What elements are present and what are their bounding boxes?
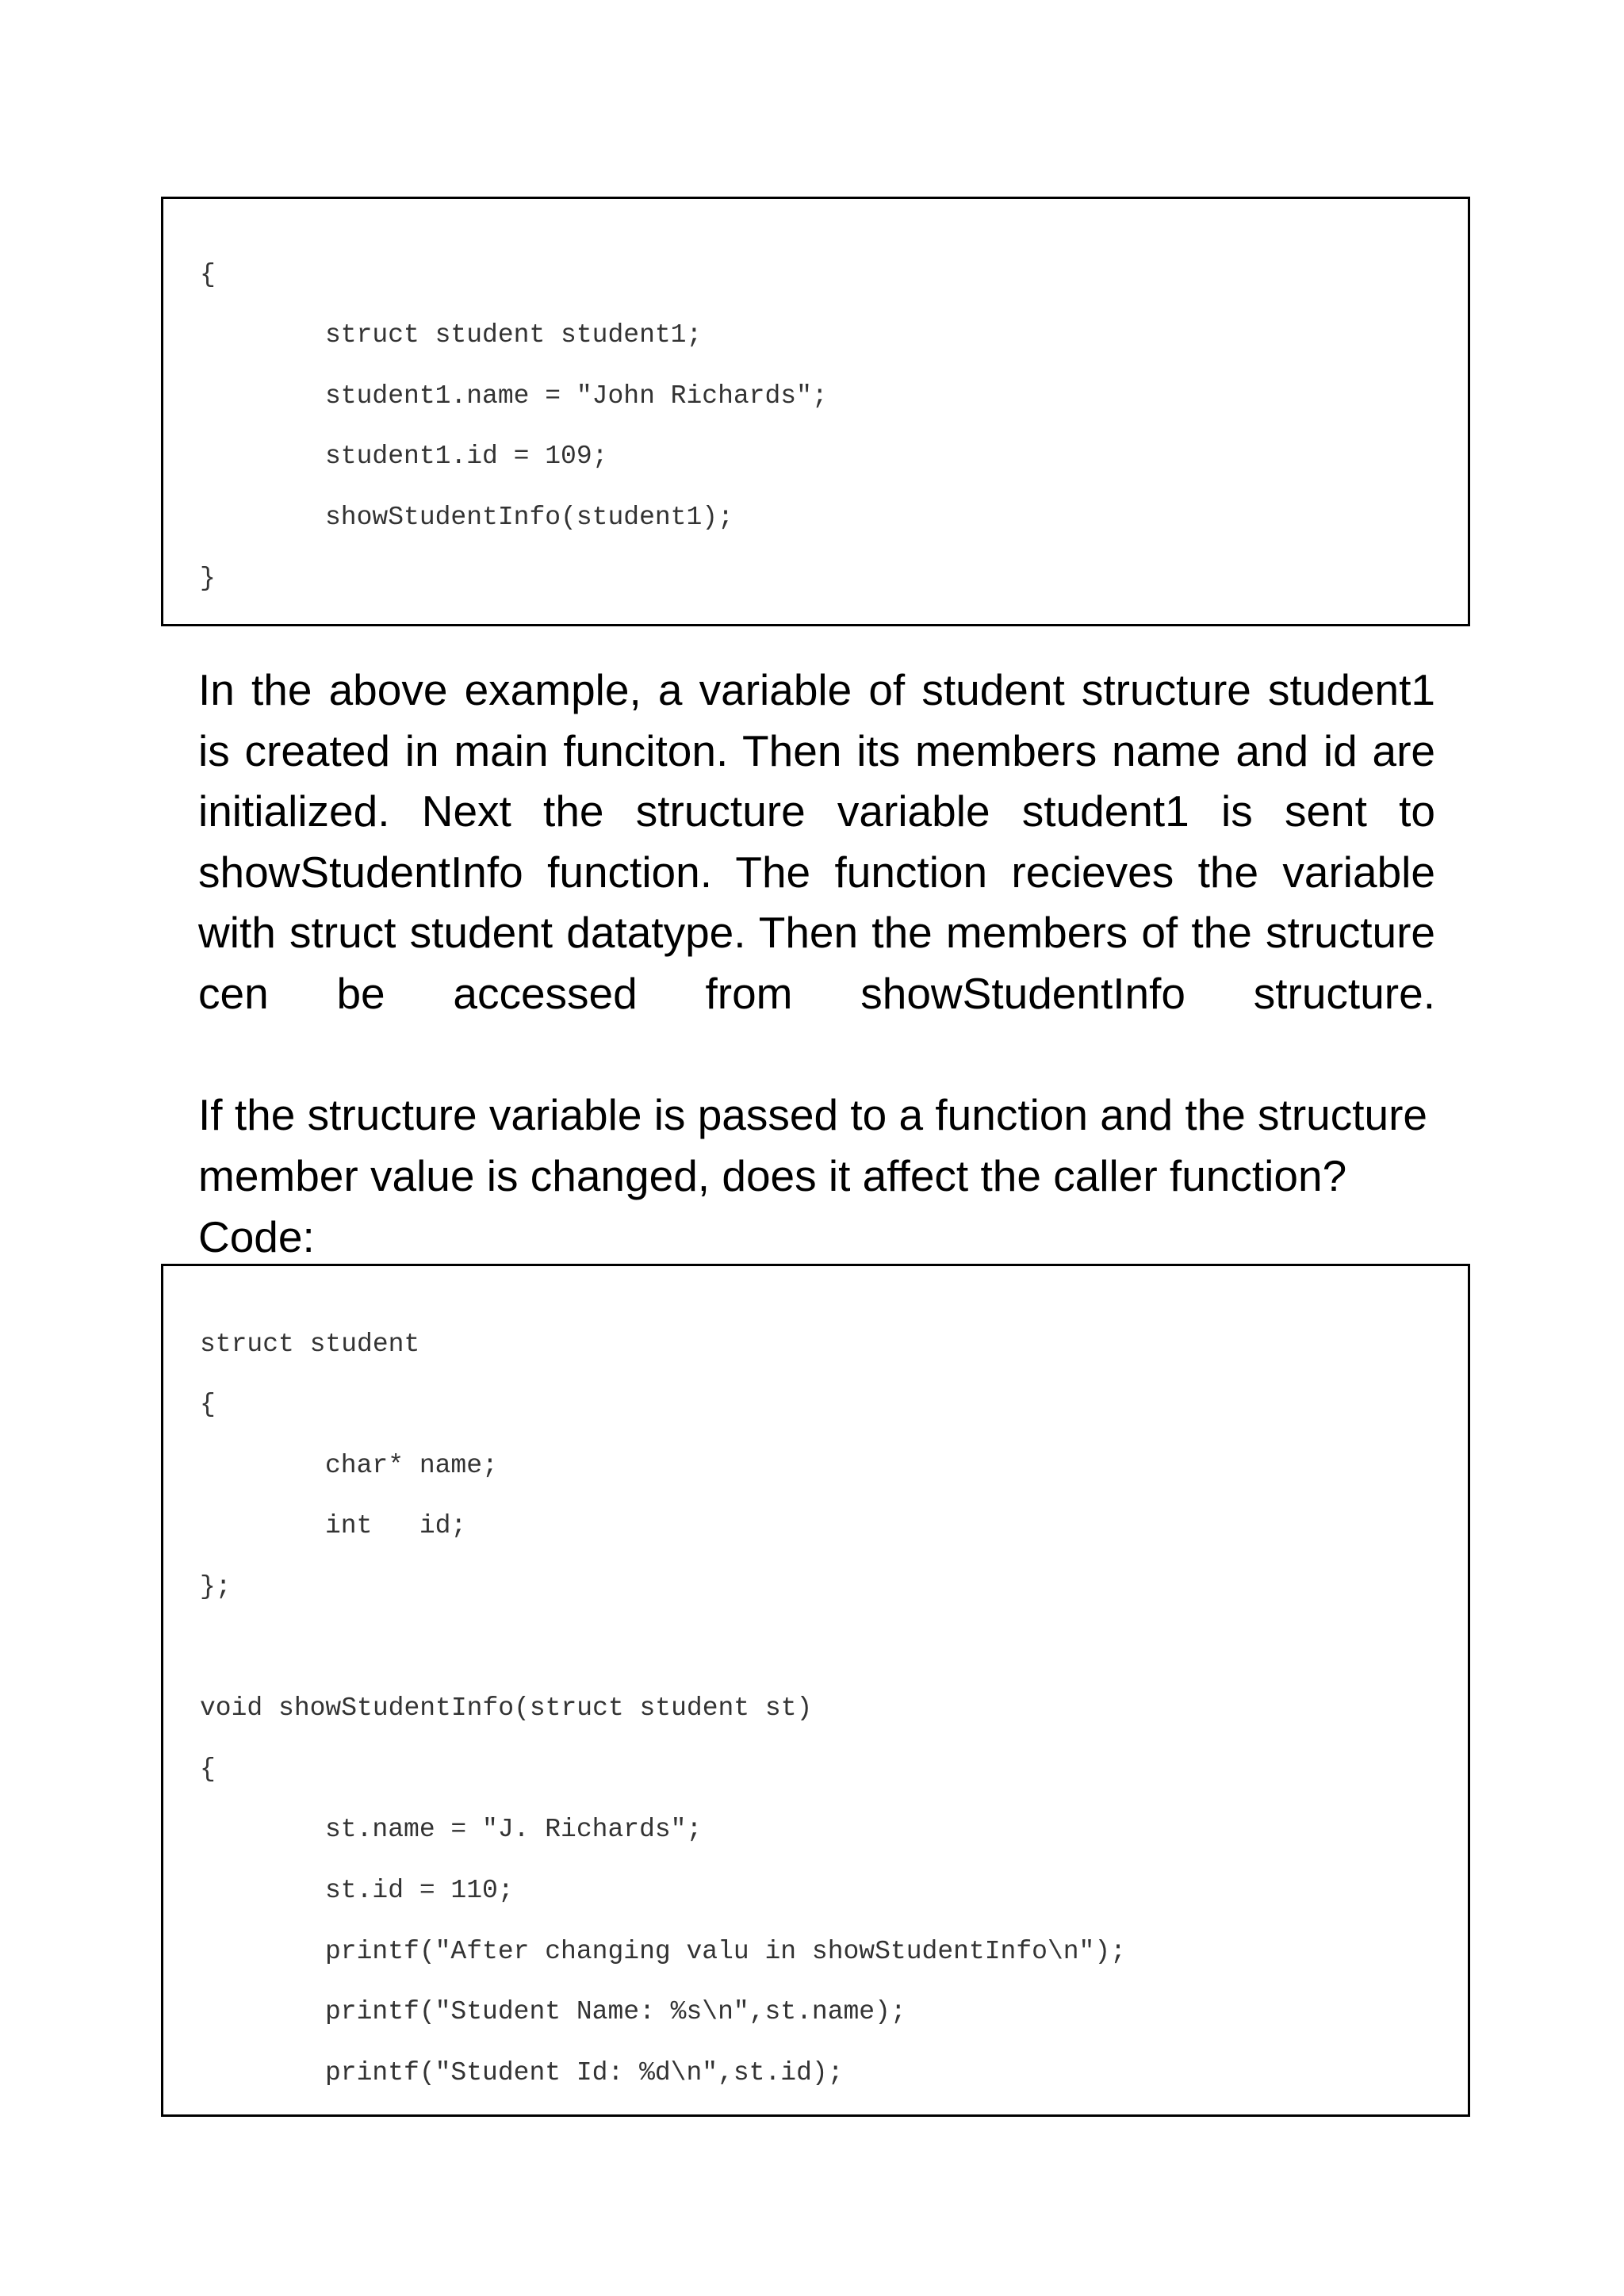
code-block-struct-definition xyxy=(161,1264,1470,2117)
code-line: struct student student1; xyxy=(325,320,703,350)
code-line: printf("Student Name: %s\n",st.name); xyxy=(325,1997,906,2026)
code-line: struct student xyxy=(200,1330,420,1359)
code-line: } xyxy=(200,564,216,593)
code-label: Code: xyxy=(198,1212,315,1261)
code-line: printf("After changing valu in showStudentInfo\n"); xyxy=(325,1937,1126,1966)
question-paragraph: If the structure variable is passed to a function and the structure member value is changed, does it affect the caller function? xyxy=(198,1090,1428,1200)
code-line: void showStudentInfo(struct student st) xyxy=(200,1693,813,1723)
explanation-paragraph: In the above example, a variable of student structure student1 is created in main funciton. Then its members name and id are initialized. Next the structure variable student1 is sent to showStudentInfo function. The function recieves the variable with struct student datatype. Then the members of the structure cen be accessed from showStudentInfo structure. xyxy=(198,665,1435,1018)
code-line: st.id = 110; xyxy=(325,1876,514,1905)
code-line: int id; xyxy=(325,1511,467,1540)
code-line: { xyxy=(200,1390,216,1419)
code-line: printf("Student Id: %d\n",st.id); xyxy=(325,2058,844,2087)
code-line: { xyxy=(200,260,216,289)
code-block-main-snippet xyxy=(161,197,1470,626)
code-line: student1.name = "John Richards"; xyxy=(325,381,828,411)
code-line: student1.id = 109; xyxy=(325,442,608,471)
code-line: st.name = "J. Richards"; xyxy=(325,1815,703,1844)
code-line: { xyxy=(200,1755,216,1784)
code-line: showStudentInfo(student1); xyxy=(325,503,733,532)
code-line: char* name; xyxy=(325,1451,498,1480)
code-line: }; xyxy=(200,1572,232,1601)
